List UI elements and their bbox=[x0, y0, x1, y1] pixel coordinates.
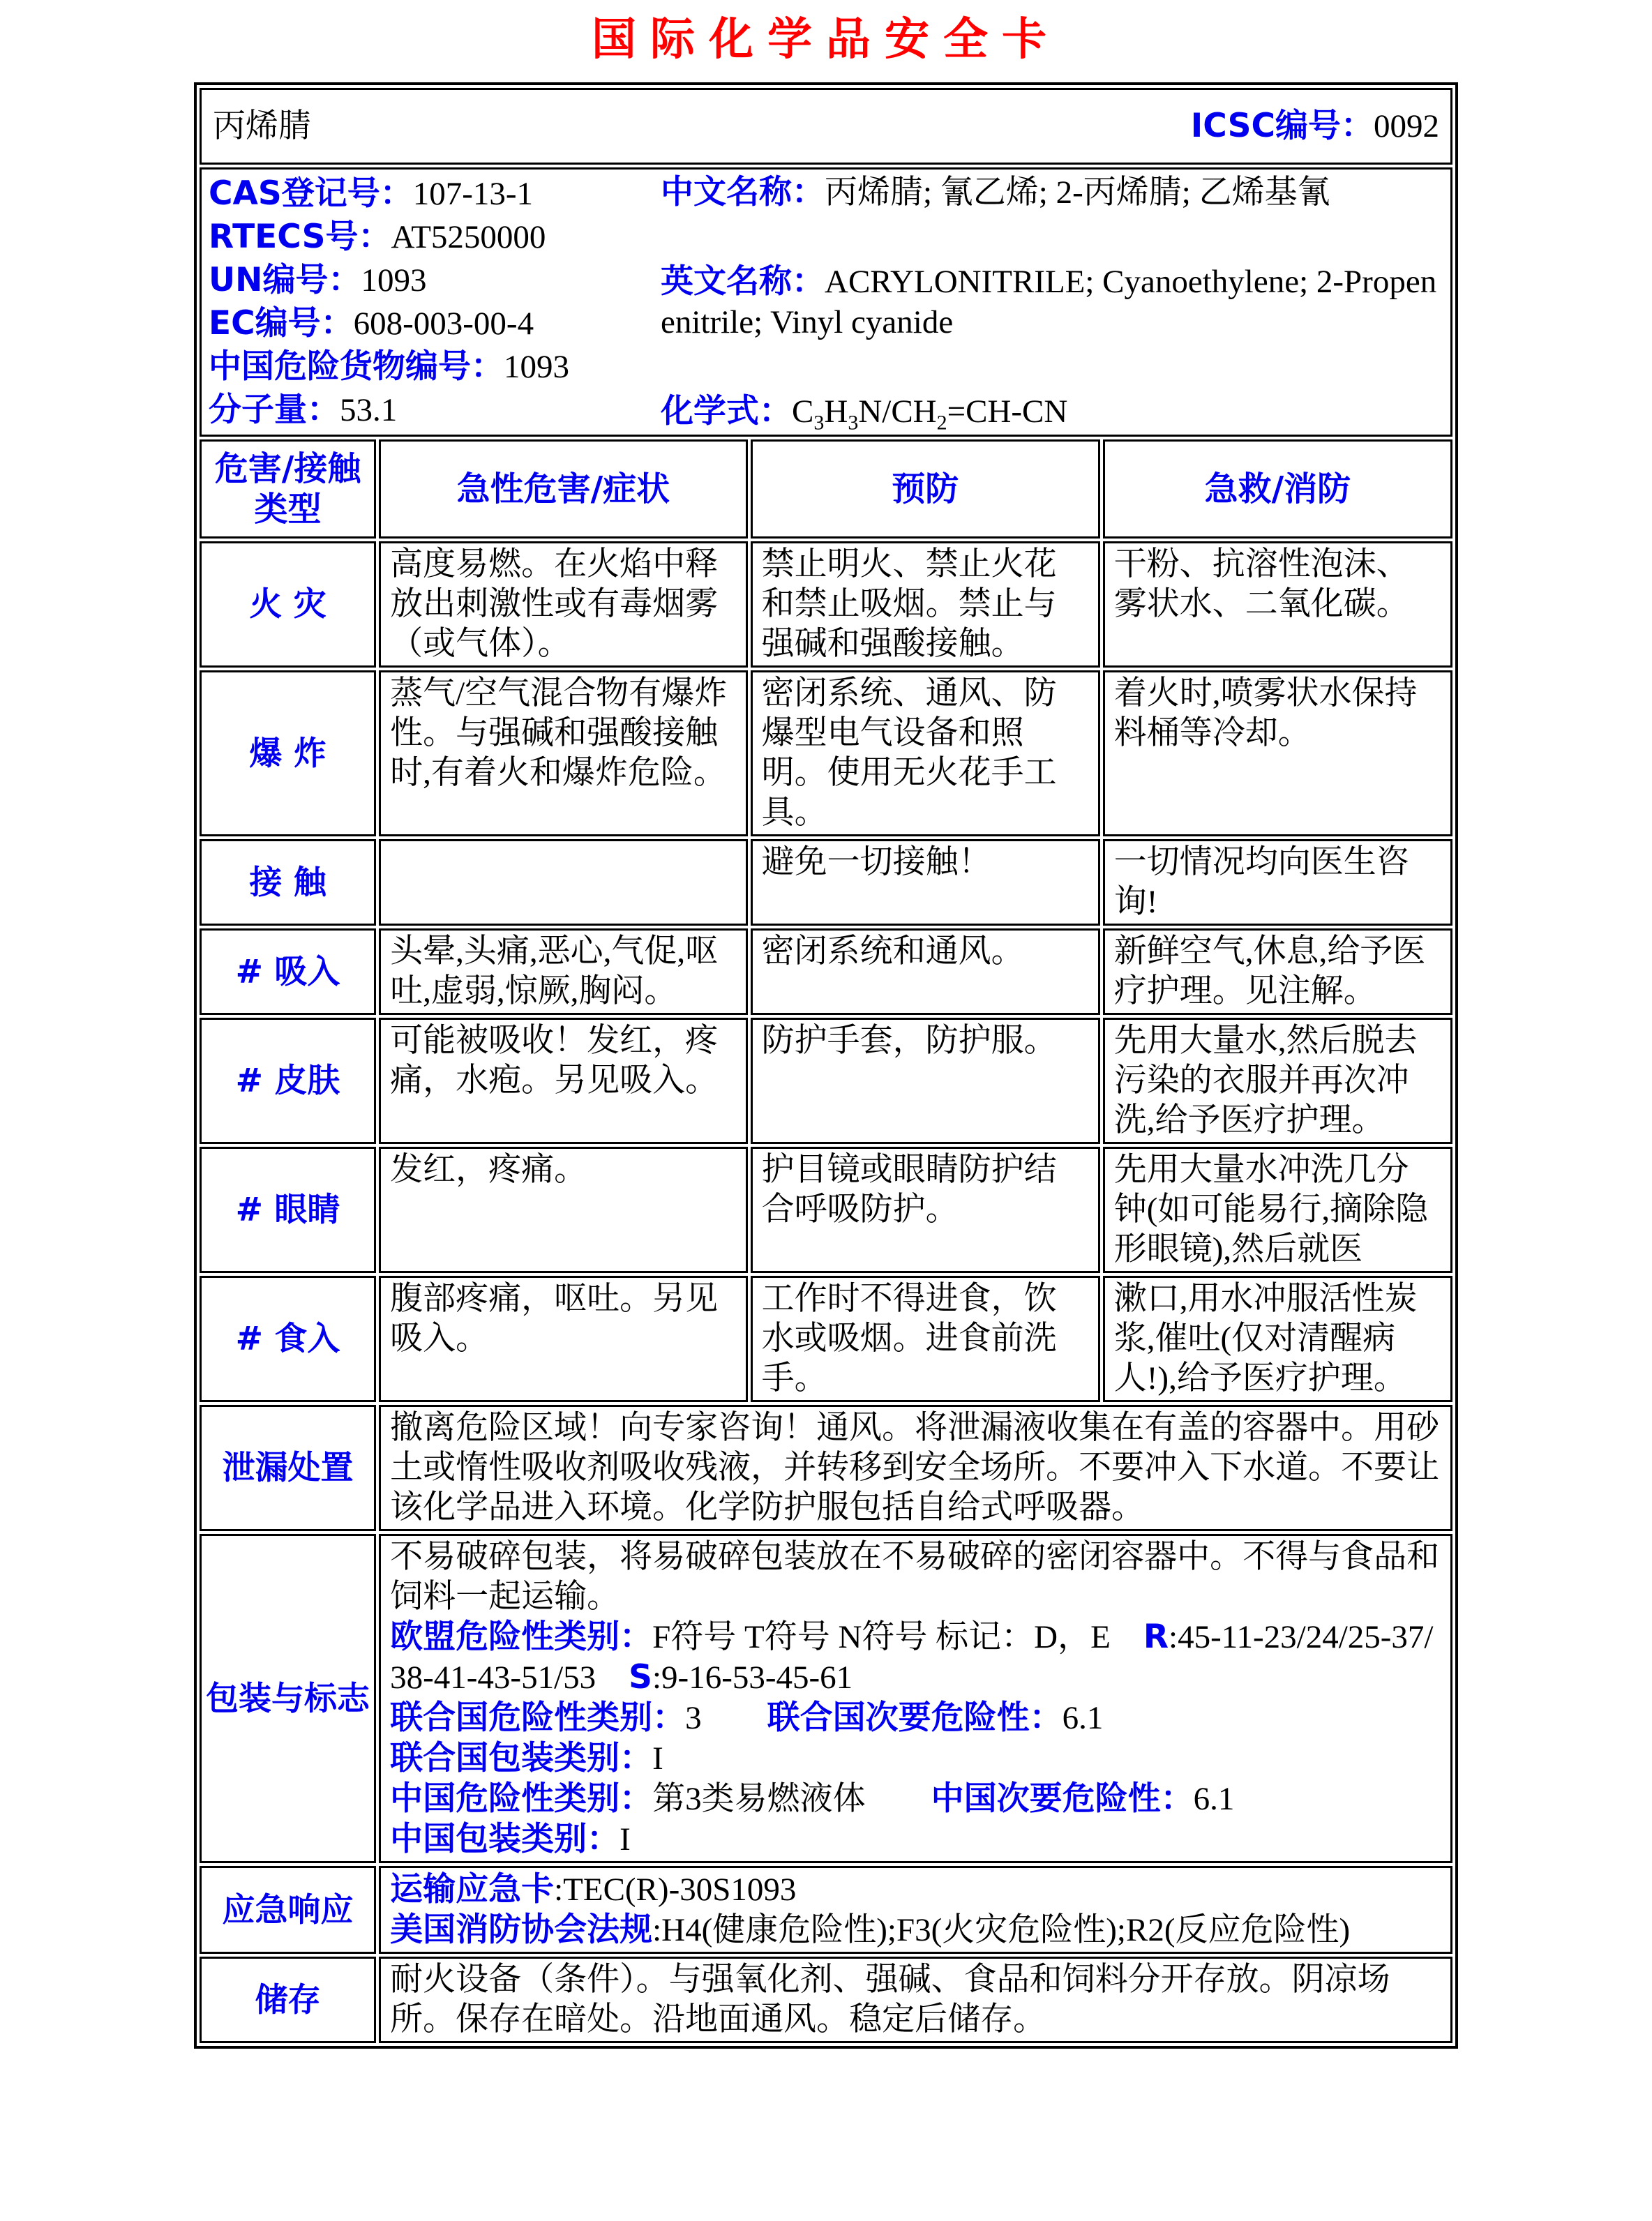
row-explosion bbox=[200, 670, 1452, 836]
identifier-value: 53.1 bbox=[340, 392, 398, 428]
identifier-ec bbox=[209, 302, 661, 345]
identifier-value: 608-003-00-4 bbox=[353, 306, 534, 342]
explosion-prevention-cell: 密闭系统、通风、防爆型电气设备和照明。使用无火花手工具。 bbox=[751, 670, 1100, 836]
row-inhalation bbox=[200, 928, 1452, 1015]
page-title: 国际化学品安全卡 bbox=[592, 14, 1060, 66]
inhalation-firstaid-cell: 新鲜空气,休息,给予医疗护理。见注解。 bbox=[1103, 928, 1452, 1015]
formula-label: 化学式： bbox=[661, 392, 792, 430]
packaging-line-china-class: 中国危险性类别：第3类易燃液体 中国次要危险性：6.1 bbox=[390, 1779, 1235, 1818]
identifier-label: RTECS号： bbox=[209, 218, 391, 256]
identifier-value: 1093 bbox=[361, 262, 427, 299]
icsc-number-field bbox=[1191, 106, 1439, 146]
identifier-label: 中国危险货物编号： bbox=[209, 347, 504, 386]
icsc-number: 0092 bbox=[1374, 108, 1439, 144]
row-packaging-labelling bbox=[200, 1534, 1452, 1863]
header-prevention: 预防 bbox=[751, 439, 1100, 539]
chinese-name-label: 中文名称： bbox=[661, 173, 825, 211]
identifier-label: 分子量： bbox=[209, 391, 340, 429]
skin-label: # 皮肤 bbox=[200, 1018, 376, 1144]
name-row bbox=[200, 88, 1452, 165]
row-emergency-response bbox=[200, 1866, 1452, 1954]
name-cell bbox=[200, 88, 1452, 165]
row-storage bbox=[200, 1957, 1452, 2043]
packaging-line-un-packgroup: 联合国包装类别：I bbox=[390, 1739, 663, 1777]
icsc-card-table bbox=[194, 82, 1458, 2049]
identifier-cas bbox=[209, 172, 661, 216]
header-hazard-type: 危害/接触类型 bbox=[200, 439, 376, 539]
identifier-china-dg bbox=[209, 345, 661, 389]
eyes-symptoms-cell: 发红，疼痛。 bbox=[379, 1147, 748, 1273]
emergency-response-label: 应急响应 bbox=[200, 1866, 376, 1954]
header-firstaid-firefighting: 急救/消防 bbox=[1103, 439, 1452, 539]
names-column bbox=[661, 172, 1443, 435]
storage-label: 储存 bbox=[200, 1957, 376, 2043]
explosion-label: 爆 炸 bbox=[200, 670, 376, 836]
row-contact bbox=[200, 839, 1452, 926]
packaging-labelling-content bbox=[379, 1534, 1452, 1863]
icsc-page bbox=[194, 15, 1458, 2049]
row-eyes bbox=[200, 1147, 1452, 1273]
ingestion-symptoms-cell: 腹部疼痛，呕吐。另见吸入。 bbox=[379, 1276, 748, 1402]
skin-firstaid-cell: 先用大量水,然后脱去污染的衣服并再次冲洗,给予医疗护理。 bbox=[1103, 1018, 1452, 1144]
emergency-line-nfpa: 美国消防协会法规:H4(健康危险性);F3(火灾危险性);R2(反应危险性) bbox=[390, 1911, 1351, 1949]
info-cell bbox=[200, 167, 1452, 437]
identifier-label: EC编号： bbox=[209, 304, 354, 342]
header-symptoms: 急性危害/症状 bbox=[379, 439, 748, 539]
english-name-value: ACRYLONITRILE; Cyanoethylene; 2-Propenenitrile; Vinyl cyanide bbox=[661, 264, 1437, 340]
row-spill-disposal bbox=[200, 1405, 1452, 1531]
formula-value: $C_3H_3N/CH_2=CH-CN$ bbox=[792, 393, 1068, 435]
fire-label: 火 灾 bbox=[200, 541, 376, 668]
packaging-line-transport: 不易破碎包装，将易破碎包装放在不易破碎的密闭容器中。不得与食品和饲料一起运输。 bbox=[390, 1539, 1440, 1615]
spill-disposal-label: 泄漏处置 bbox=[200, 1405, 376, 1531]
chinese-name-value: 丙烯腈; 氰乙烯; 2-丙烯腈; 乙烯基氰 bbox=[825, 174, 1330, 211]
fire-prevention-cell: 禁止明火、禁止火花和禁止吸烟。禁止与强碱和强酸接触。 bbox=[751, 541, 1100, 668]
ingestion-label: # 食入 bbox=[200, 1276, 376, 1402]
identifier-rtecs bbox=[209, 216, 661, 259]
explosion-symptoms-cell: 蒸气/空气混合物有爆炸性。与强碱和强酸接触时,有着火和爆炸危险。 bbox=[379, 670, 748, 836]
contact-firstaid-cell: 一切情况均向医生咨询! bbox=[1103, 839, 1452, 926]
eyes-prevention-cell: 护目镜或眼睛防护结合呼吸防护。 bbox=[751, 1147, 1100, 1273]
icsc-label: ICSC编号： bbox=[1190, 107, 1374, 145]
row-skin bbox=[200, 1018, 1452, 1144]
inhalation-symptoms-cell: 头晕,头痛,恶心,气促,呕吐,虚弱,惊厥,胸闷。 bbox=[379, 928, 748, 1015]
explosion-firefighting-cell: 着火时,喷雾状水保持料桶等冷却。 bbox=[1103, 670, 1452, 836]
chemical-name: 丙烯腈 bbox=[213, 107, 311, 144]
english-name-label: 英文名称： bbox=[661, 262, 825, 301]
contact-prevention-cell: 避免一切接触！ bbox=[751, 839, 1100, 926]
skin-prevention-cell: 防护手套，防护服。 bbox=[751, 1018, 1100, 1144]
identifier-value: 107-13-1 bbox=[412, 176, 534, 212]
contact-symptoms-cell bbox=[379, 839, 748, 926]
identifier-label: CAS登记号： bbox=[209, 174, 413, 213]
eyes-firstaid-cell: 先用大量水冲洗几分钟(如可能易行,摘除隐形眼镜),然后就医 bbox=[1103, 1147, 1452, 1273]
packaging-line-china-packgroup: 中国包装类别：I bbox=[390, 1820, 631, 1858]
fire-symptoms-cell: 高度易燃。在火焰中释放出刺激性或有毒烟雾（或气体）。 bbox=[379, 541, 748, 668]
row-ingestion bbox=[200, 1276, 1452, 1402]
spill-disposal-text: 撤离危险区域！向专家咨询！通风。将泄漏液收集在有盖的容器中。用砂土或惰性吸收剂吸收残液，并转移到安全场所。不要冲入下水道。不要让该化学品进入环境。化学防护服包括自给式呼吸器。 bbox=[379, 1405, 1452, 1531]
inhalation-prevention-cell: 密闭系统和通风。 bbox=[751, 928, 1100, 1015]
row-fire bbox=[200, 541, 1452, 668]
ingestion-prevention-cell: 工作时不得进食，饮水或吸烟。进食前洗手。 bbox=[751, 1276, 1100, 1402]
identifier-value: AT5250000 bbox=[391, 219, 546, 255]
ingestion-firstaid-cell: 漱口,用水冲服活性炭浆,催吐(仅对清醒病人!),给予医疗护理。 bbox=[1103, 1276, 1452, 1402]
fire-firefighting-cell: 干粉、抗溶性泡沫、雾状水、二氧化碳。 bbox=[1103, 541, 1452, 668]
contact-label: 接 触 bbox=[200, 839, 376, 926]
packaging-line-un-class: 联合国危险性类别：3 联合国次要危险性：6.1 bbox=[390, 1699, 1104, 1737]
emergency-line-tec: 运输应急卡:TEC(R)-30S1093 bbox=[390, 1870, 797, 1908]
identifier-value: 1093 bbox=[504, 349, 569, 385]
packaging-labelling-label: 包装与标志 bbox=[200, 1534, 376, 1863]
identifier-un bbox=[209, 259, 661, 302]
info-row bbox=[200, 167, 1452, 437]
identifier-molweight bbox=[209, 389, 661, 432]
emergency-response-content bbox=[379, 1866, 1452, 1954]
hazard-header-row bbox=[200, 439, 1452, 539]
inhalation-label: # 吸入 bbox=[200, 928, 376, 1015]
skin-symptoms-cell: 可能被吸收！发红，疼痛，水疱。另见吸入。 bbox=[379, 1018, 748, 1144]
english-name-line bbox=[661, 262, 1443, 342]
storage-text: 耐火设备（条件）。与强氧化剂、强碱、食品和饲料分开存放。阴凉场所。保存在暗处。沿地面通风。稳定后储存。 bbox=[379, 1957, 1452, 2043]
identifier-label: UN编号： bbox=[209, 261, 361, 299]
chinese-name-line bbox=[661, 172, 1443, 213]
eyes-label: # 眼睛 bbox=[200, 1147, 376, 1273]
formula-line bbox=[661, 391, 1443, 435]
identifiers-column bbox=[209, 172, 661, 432]
packaging-line-eu-class: 欧盟危险性类别：F符号 T符号 N符号 标记：D，E R:45-11-23/24/25-37/38-41-43-51/53 S:9-16-53-45-61 bbox=[390, 1618, 1434, 1696]
